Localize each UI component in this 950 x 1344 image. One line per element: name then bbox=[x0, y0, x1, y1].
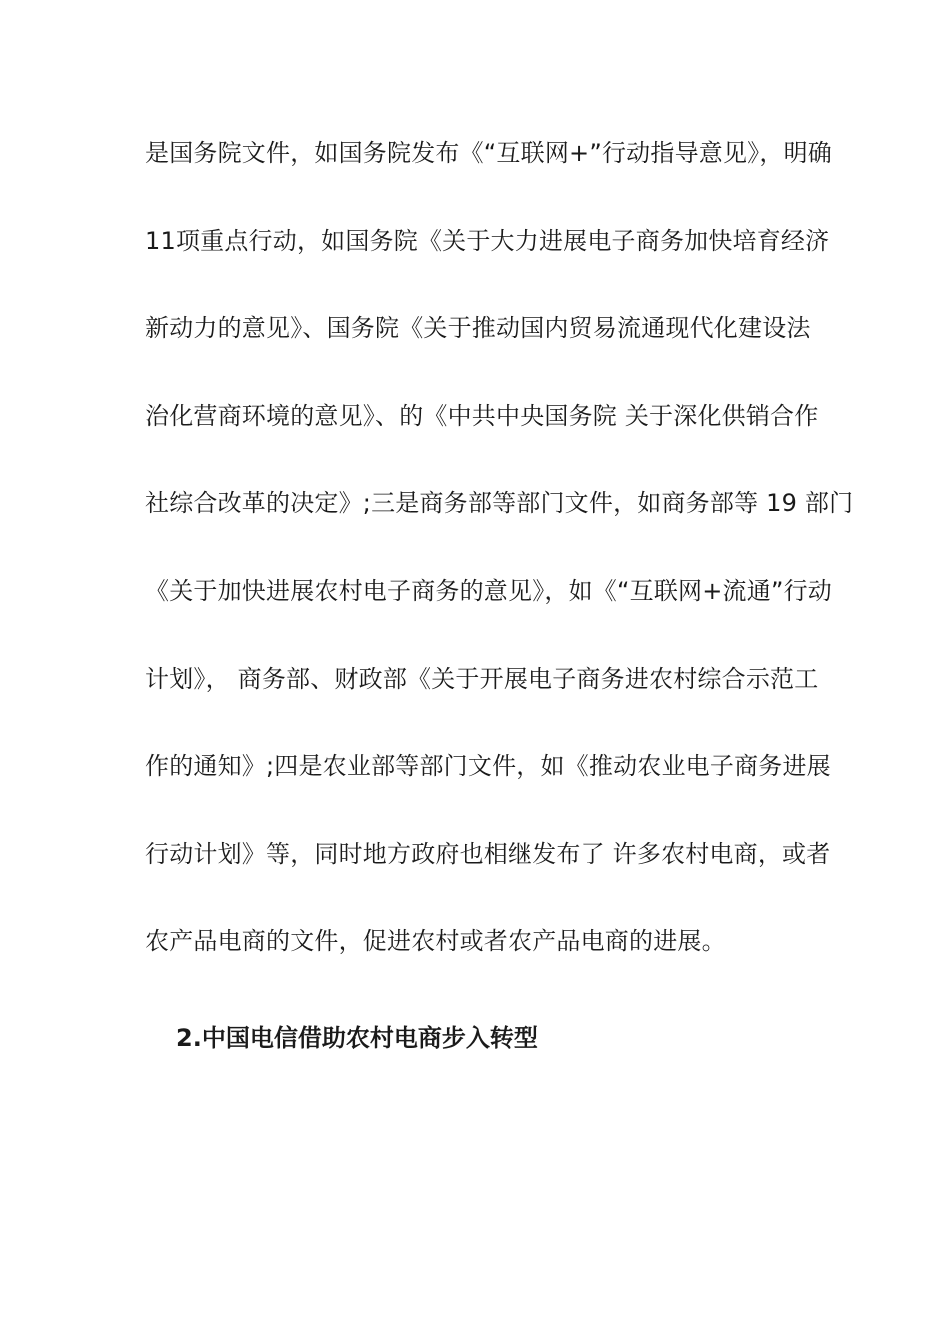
paragraph-line-10: 农产品电商的文件，促进农村或者农产品电商的进展。 bbox=[145, 927, 726, 956]
paragraph-line-1: 是国务院文件，如国务院发布《“互联网+”行动指导意见》，明确 bbox=[145, 139, 832, 167]
body-paragraph bbox=[145, 131, 854, 1007]
paragraph-line-6: 《关于加快进展农村电子商务的意见》，如《“互联网+流通”行动 bbox=[145, 576, 832, 605]
paragraph-line-5: 社综合改革的决定》;三是商务部等部门文件，如商务部等 19 部门 bbox=[145, 489, 854, 518]
section-heading: 2.中国电信借助农村电商步入转型 bbox=[176, 1024, 538, 1052]
paragraph-line-2: 11项重点行动，如国务院《关于大力进展电子商务加快培育经济 bbox=[145, 226, 830, 255]
paragraph-line-3: 新动力的意见》、国务院《关于推动国内贸易流通现代化建设法 bbox=[145, 314, 811, 343]
paragraph-line-8: 作的通知》;四是农业部等部门文件，如《推动农业电子商务进展 bbox=[145, 752, 831, 781]
paragraph-line-4: 治化营商环境的意见》、的《中共中央国务院 关于深化供销合作 bbox=[145, 401, 819, 430]
paragraph-line-7: 计划》， 商务部、财政部《关于开展电子商务进农村综合示范工 bbox=[145, 664, 819, 693]
paragraph-line-9: 行动计划》等，同时地方政府也相继发布了 许多农村电商，或者 bbox=[145, 839, 831, 868]
